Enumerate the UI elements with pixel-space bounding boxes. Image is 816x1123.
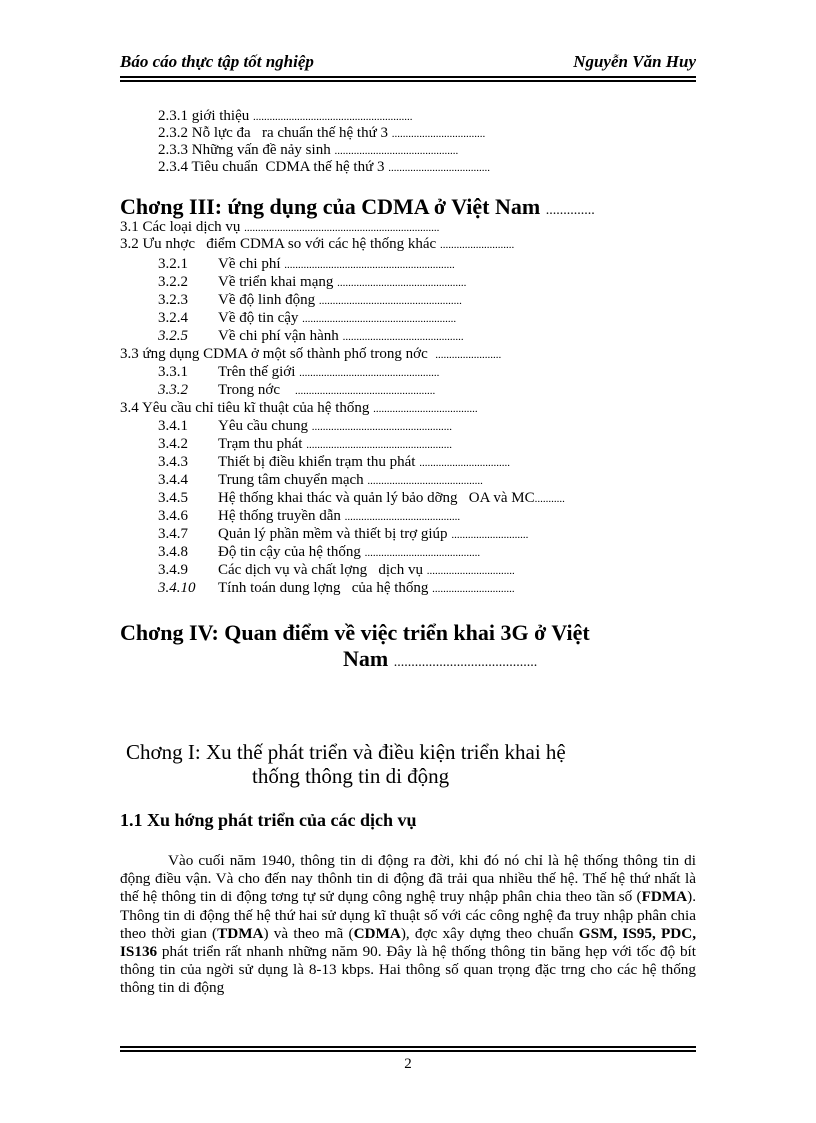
footer-rule-bottom xyxy=(120,1050,696,1052)
header-title: Báo cáo thực tập tốt nghiệp xyxy=(120,52,314,71)
chapter-1-heading-line2: thống thông tin di động xyxy=(252,764,450,788)
toc-entry[interactable] xyxy=(158,328,464,346)
toc-entry-title: Về chi phí xyxy=(218,256,285,272)
toc-entry-title: Về triển khai mạng xyxy=(218,274,338,290)
toc-entry[interactable] xyxy=(158,544,480,562)
toc-entry-number: 3.2.2 xyxy=(158,274,188,290)
toc-entry[interactable] xyxy=(158,274,466,292)
body-text-3: ) và theo mã ( xyxy=(263,924,354,942)
toc-entry-number: 3.3.1 xyxy=(158,364,188,380)
toc-entry[interactable] xyxy=(158,142,458,160)
toc-entry-title: 3.2 Ưu nhợc điểm CDMA so với các hệ thống khác xyxy=(120,236,440,252)
chapter-4-prefix: Chơng xyxy=(120,620,190,645)
toc-entry-leader-dots: ................................................... xyxy=(311,421,452,433)
body-text-1: Vào cuối năm 1940, thông tin di động ra đời, khi đó nó chỉ là hệ thống thông tin di động điều vận. Và cho đến nay thônh tin di động đã trải qua nhiều thế hệ. Thế hệ thứ nhất là thế hệ thông tin di động tơng tự sử dụng công nghệ truy nhập phân chia theo tần số ( xyxy=(120,852,696,906)
toc-entry-title: Độ tin cậy của hệ thống xyxy=(218,544,365,560)
toc-entry-leader-dots: ..................................... xyxy=(388,162,490,174)
toc-entry[interactable] xyxy=(120,346,501,364)
toc-entry[interactable] xyxy=(158,490,565,508)
toc-entry-leader-dots: ............................................. xyxy=(334,145,459,157)
toc-entry[interactable] xyxy=(158,562,515,580)
toc-entry-title: Trung tâm chuyển mạch xyxy=(218,472,368,488)
toc-entry-number: 3.2.3 xyxy=(158,292,188,308)
section-1-1-heading: 1.1 Xu hớng phát triển của các dịch vụ xyxy=(120,810,417,830)
body-bold-standards: GSM, IS95, PDC, IS136 xyxy=(120,924,696,961)
toc-entry-leader-dots: .......................................... xyxy=(367,475,483,487)
toc-entry-title: 2.3.4 Tiêu chuẩn CDMA thế hệ thứ 3 xyxy=(158,159,389,175)
chapter-4-dots: ......................................... xyxy=(393,655,538,670)
toc-entry-leader-dots: ................................. xyxy=(419,457,510,469)
header-rule-top xyxy=(120,76,696,78)
toc-entry-number: 3.3.2 xyxy=(158,382,188,398)
toc-entry-number: 3.4.3 xyxy=(158,454,188,470)
toc-entry-title: Trên thế giới xyxy=(218,364,300,380)
toc-entry-title: Quản lý phần mềm và thiết bị trợ giúp xyxy=(218,526,452,542)
toc-entry[interactable] xyxy=(158,436,452,454)
toc-entry-title: 2.3.2 Nỗ lực đa ra chuẩn thế hệ thứ 3 xyxy=(158,125,392,141)
toc-entry-leader-dots: ........... xyxy=(534,493,565,505)
toc-entry-title: Trong nớc xyxy=(218,382,295,398)
toc-entry[interactable] xyxy=(158,382,435,400)
toc-entry[interactable] xyxy=(158,364,439,382)
toc-entry-leader-dots: .................................. xyxy=(391,128,486,140)
toc-entry-number: 3.4.4 xyxy=(158,472,188,488)
toc-entry-number: 3.4.9 xyxy=(158,562,188,578)
toc-entry-leader-dots: ............................................... xyxy=(337,277,467,289)
toc-entry-title: Tính toán dung lợng của hệ thống xyxy=(218,580,433,596)
toc-entry-title: 2.3.1 giới thiệu xyxy=(158,108,254,124)
toc-entry[interactable] xyxy=(158,526,528,544)
toc-entry[interactable] xyxy=(158,454,510,472)
toc-entry[interactable] xyxy=(158,125,485,143)
toc-entry[interactable] xyxy=(158,108,413,126)
body-bold-fdma: FDMA xyxy=(641,888,688,906)
footer-rule-top xyxy=(120,1046,696,1048)
toc-entry-leader-dots: ........................... xyxy=(439,239,515,251)
toc-entry[interactable] xyxy=(120,236,514,254)
body-text-2: ). Thông tin di động thế hệ thứ hai sử dụng kĩ thuật số với các công nghệ đa truy nhập phân chia theo thời gian ( xyxy=(120,888,696,942)
toc-entry-leader-dots: ...................................... xyxy=(373,403,478,415)
toc-entry-number: 3.2.5 xyxy=(158,328,188,344)
toc-entry[interactable] xyxy=(158,292,462,310)
toc-entry-leader-dots: ..................................................... xyxy=(306,439,452,451)
toc-entry-leader-dots: .......................................... xyxy=(364,547,481,559)
toc-entry[interactable] xyxy=(120,400,478,418)
toc-entry-number: 3.4.2 xyxy=(158,436,188,452)
toc-entry-leader-dots: .............................. xyxy=(432,583,515,595)
chapter-4-title: IV: Quan điểm về việc triển khai 3G ở Việt xyxy=(189,620,590,645)
body-text-5: phát triển rất nhanh những năm 90. Đây là hệ thống thông tin băng hẹp với tốc độ bít thông tin của ngời sử dụng là 8-13 kbps. Hai thông số quan trọng đặc trng cho các hệ thống thông tin di động xyxy=(120,943,696,997)
header-author: Nguyễn Văn Huy xyxy=(573,52,696,71)
toc-entry-leader-dots: .......................................... xyxy=(344,511,461,523)
toc-entry-title: Về chi phí vận hành xyxy=(218,328,343,344)
toc-entry-title: 3.3 ứng dụng CDMA ở một số thành phố trong nớc xyxy=(120,346,436,362)
toc-entry-title: 3.1 Các loại dịch vụ xyxy=(120,219,245,235)
toc-entry[interactable] xyxy=(158,580,515,598)
toc-entry-title: Trạm thu phát xyxy=(218,436,307,452)
chapter-4-heading xyxy=(120,620,590,646)
toc-entry[interactable] xyxy=(120,219,439,237)
toc-entry-number: 3.4.10 xyxy=(158,580,196,596)
toc-entry[interactable] xyxy=(158,159,490,177)
toc-entry-title: Yêu cầu chung xyxy=(218,418,312,434)
chapter-4-title2: Nam xyxy=(343,646,394,671)
toc-entry-leader-dots: .............................................................. xyxy=(284,259,455,271)
toc-entry-number: 3.4.8 xyxy=(158,544,188,560)
body-paragraph xyxy=(120,852,696,998)
toc-entry-leader-dots: ................................ xyxy=(426,565,515,577)
toc-entry-title: Về độ linh động xyxy=(218,292,319,308)
toc-entry-number: 3.4.7 xyxy=(158,526,188,542)
toc-entry-title: Hệ thống truyền dẫn xyxy=(218,508,345,524)
page-number: 2 xyxy=(404,1056,412,1072)
toc-entry-title: 2.3.3 Những vấn đề nảy sinh xyxy=(158,142,335,158)
toc-entry-title: Các dịch vụ và chất lợng dịch vụ xyxy=(218,562,427,578)
toc-entry-leader-dots: ........................ xyxy=(435,349,502,361)
toc-entry-leader-dots: ........................................................ xyxy=(302,313,457,325)
toc-entry-title: Về độ tin cậy xyxy=(218,310,303,326)
toc-entry-leader-dots: ............................ xyxy=(451,529,529,541)
toc-entry-leader-dots: .................................................... xyxy=(318,295,462,307)
toc-entry-leader-dots: .......................................................... xyxy=(253,111,413,123)
chapter-3-prefix: Chơng xyxy=(120,194,190,219)
toc-entry[interactable] xyxy=(158,472,483,490)
chapter-1-heading-line1: Chơng I: Xu thế phát triển và điều kiện triển khai hệ xyxy=(126,740,566,764)
toc-entry[interactable] xyxy=(158,418,452,436)
body-bold-cdma: CDMA xyxy=(353,924,401,942)
chapter-4-heading-cont xyxy=(343,646,537,672)
toc-entry-number: 3.4.6 xyxy=(158,508,188,524)
toc-entry-number: 3.2.4 xyxy=(158,310,188,326)
header-rule-bottom xyxy=(120,80,696,82)
toc-entry[interactable] xyxy=(158,310,456,328)
toc-entry-number: 3.2.1 xyxy=(158,256,188,272)
toc-entry-title: Thiết bị điều khiển trạm thu phát xyxy=(218,454,420,470)
toc-entry-leader-dots: ................................................... xyxy=(294,385,436,397)
toc-entry-number: 3.4.1 xyxy=(158,418,188,434)
body-text-4: ), đợc xây dựng theo chuẩn xyxy=(400,924,579,942)
chapter-3-dots: .............. xyxy=(545,203,595,218)
toc-entry[interactable] xyxy=(158,256,455,274)
body-bold-tdma: TDMA xyxy=(217,924,264,942)
toc-entry-leader-dots: ................................................... xyxy=(299,367,440,379)
toc-entry[interactable] xyxy=(158,508,460,526)
toc-entry-number: 3.4.5 xyxy=(158,490,188,506)
toc-entry-title: Hệ thống khai thác và quản lý bảo dỡng OA và MC xyxy=(218,490,535,506)
toc-entry-title: 3.4 Yêu cầu chỉ tiêu kĩ thuật của hệ thống xyxy=(120,400,374,416)
toc-entry-leader-dots: ............................................ xyxy=(342,331,464,343)
toc-entry-leader-dots: ....................................................................... xyxy=(244,222,440,234)
chapter-3-title: III: ứng dụng của CDMA ở Việt Nam xyxy=(189,194,546,219)
chapter-3-heading xyxy=(120,194,595,220)
